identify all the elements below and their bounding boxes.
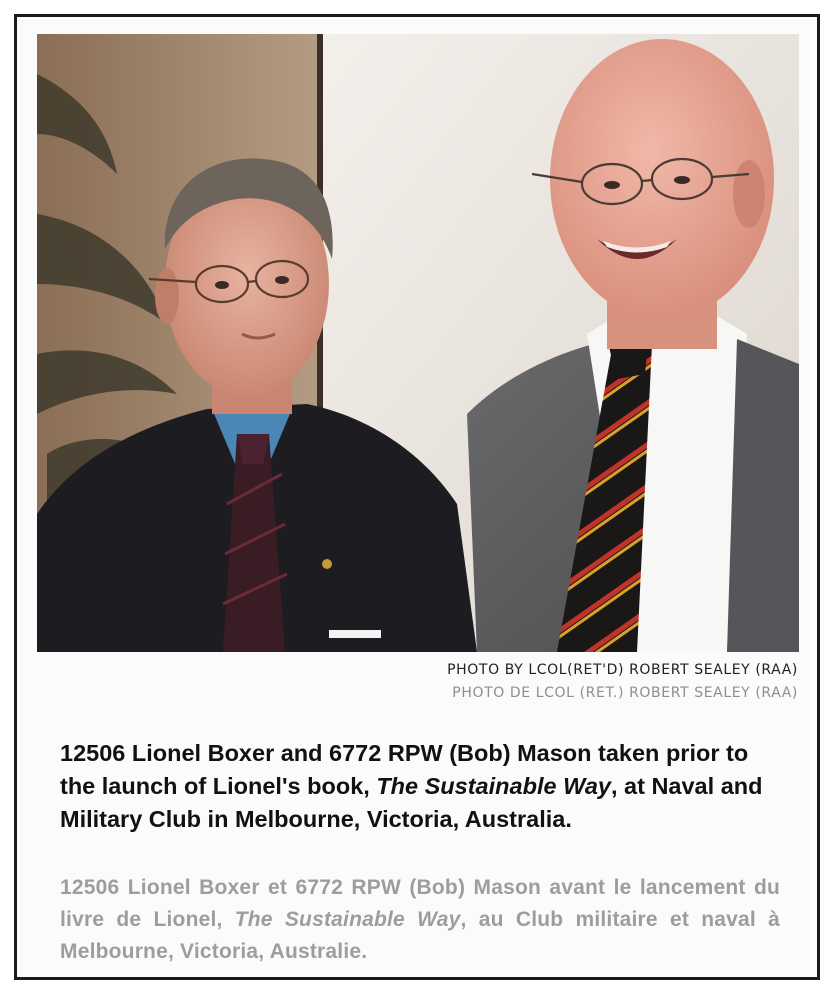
photo-credit-english: PHOTO BY LCOL(RET'D) ROBERT SEALEY (RAA) [447, 662, 798, 678]
caption-french-text-end: , au Club militaire et naval à Melbourne, Victoria, Australie. [60, 908, 780, 963]
book-title-french: The Sustainable Way [234, 908, 461, 931]
caption-english-text: 12506 Lionel Boxer and 6772 RPW (Bob) Mason taken prior to the launch of Lionel's book, [60, 740, 749, 799]
caption-french [60, 872, 780, 968]
photo-credit-french: PHOTO DE LCOL (RET.) ROBERT SEALEY (RAA) [452, 685, 798, 701]
caption-english [60, 737, 780, 836]
caption-french-text: 12506 Lionel Boxer et 6772 RPW (Bob) Mason avant le lancement du livre de Lionel, [60, 876, 780, 931]
photograph [37, 34, 799, 652]
book-title-english: The Sustainable Way [376, 773, 611, 799]
caption-english-text-end: , at Naval and Military Club in Melbourne, Victoria, Australia. [60, 773, 763, 832]
photo-illustration [37, 34, 799, 652]
